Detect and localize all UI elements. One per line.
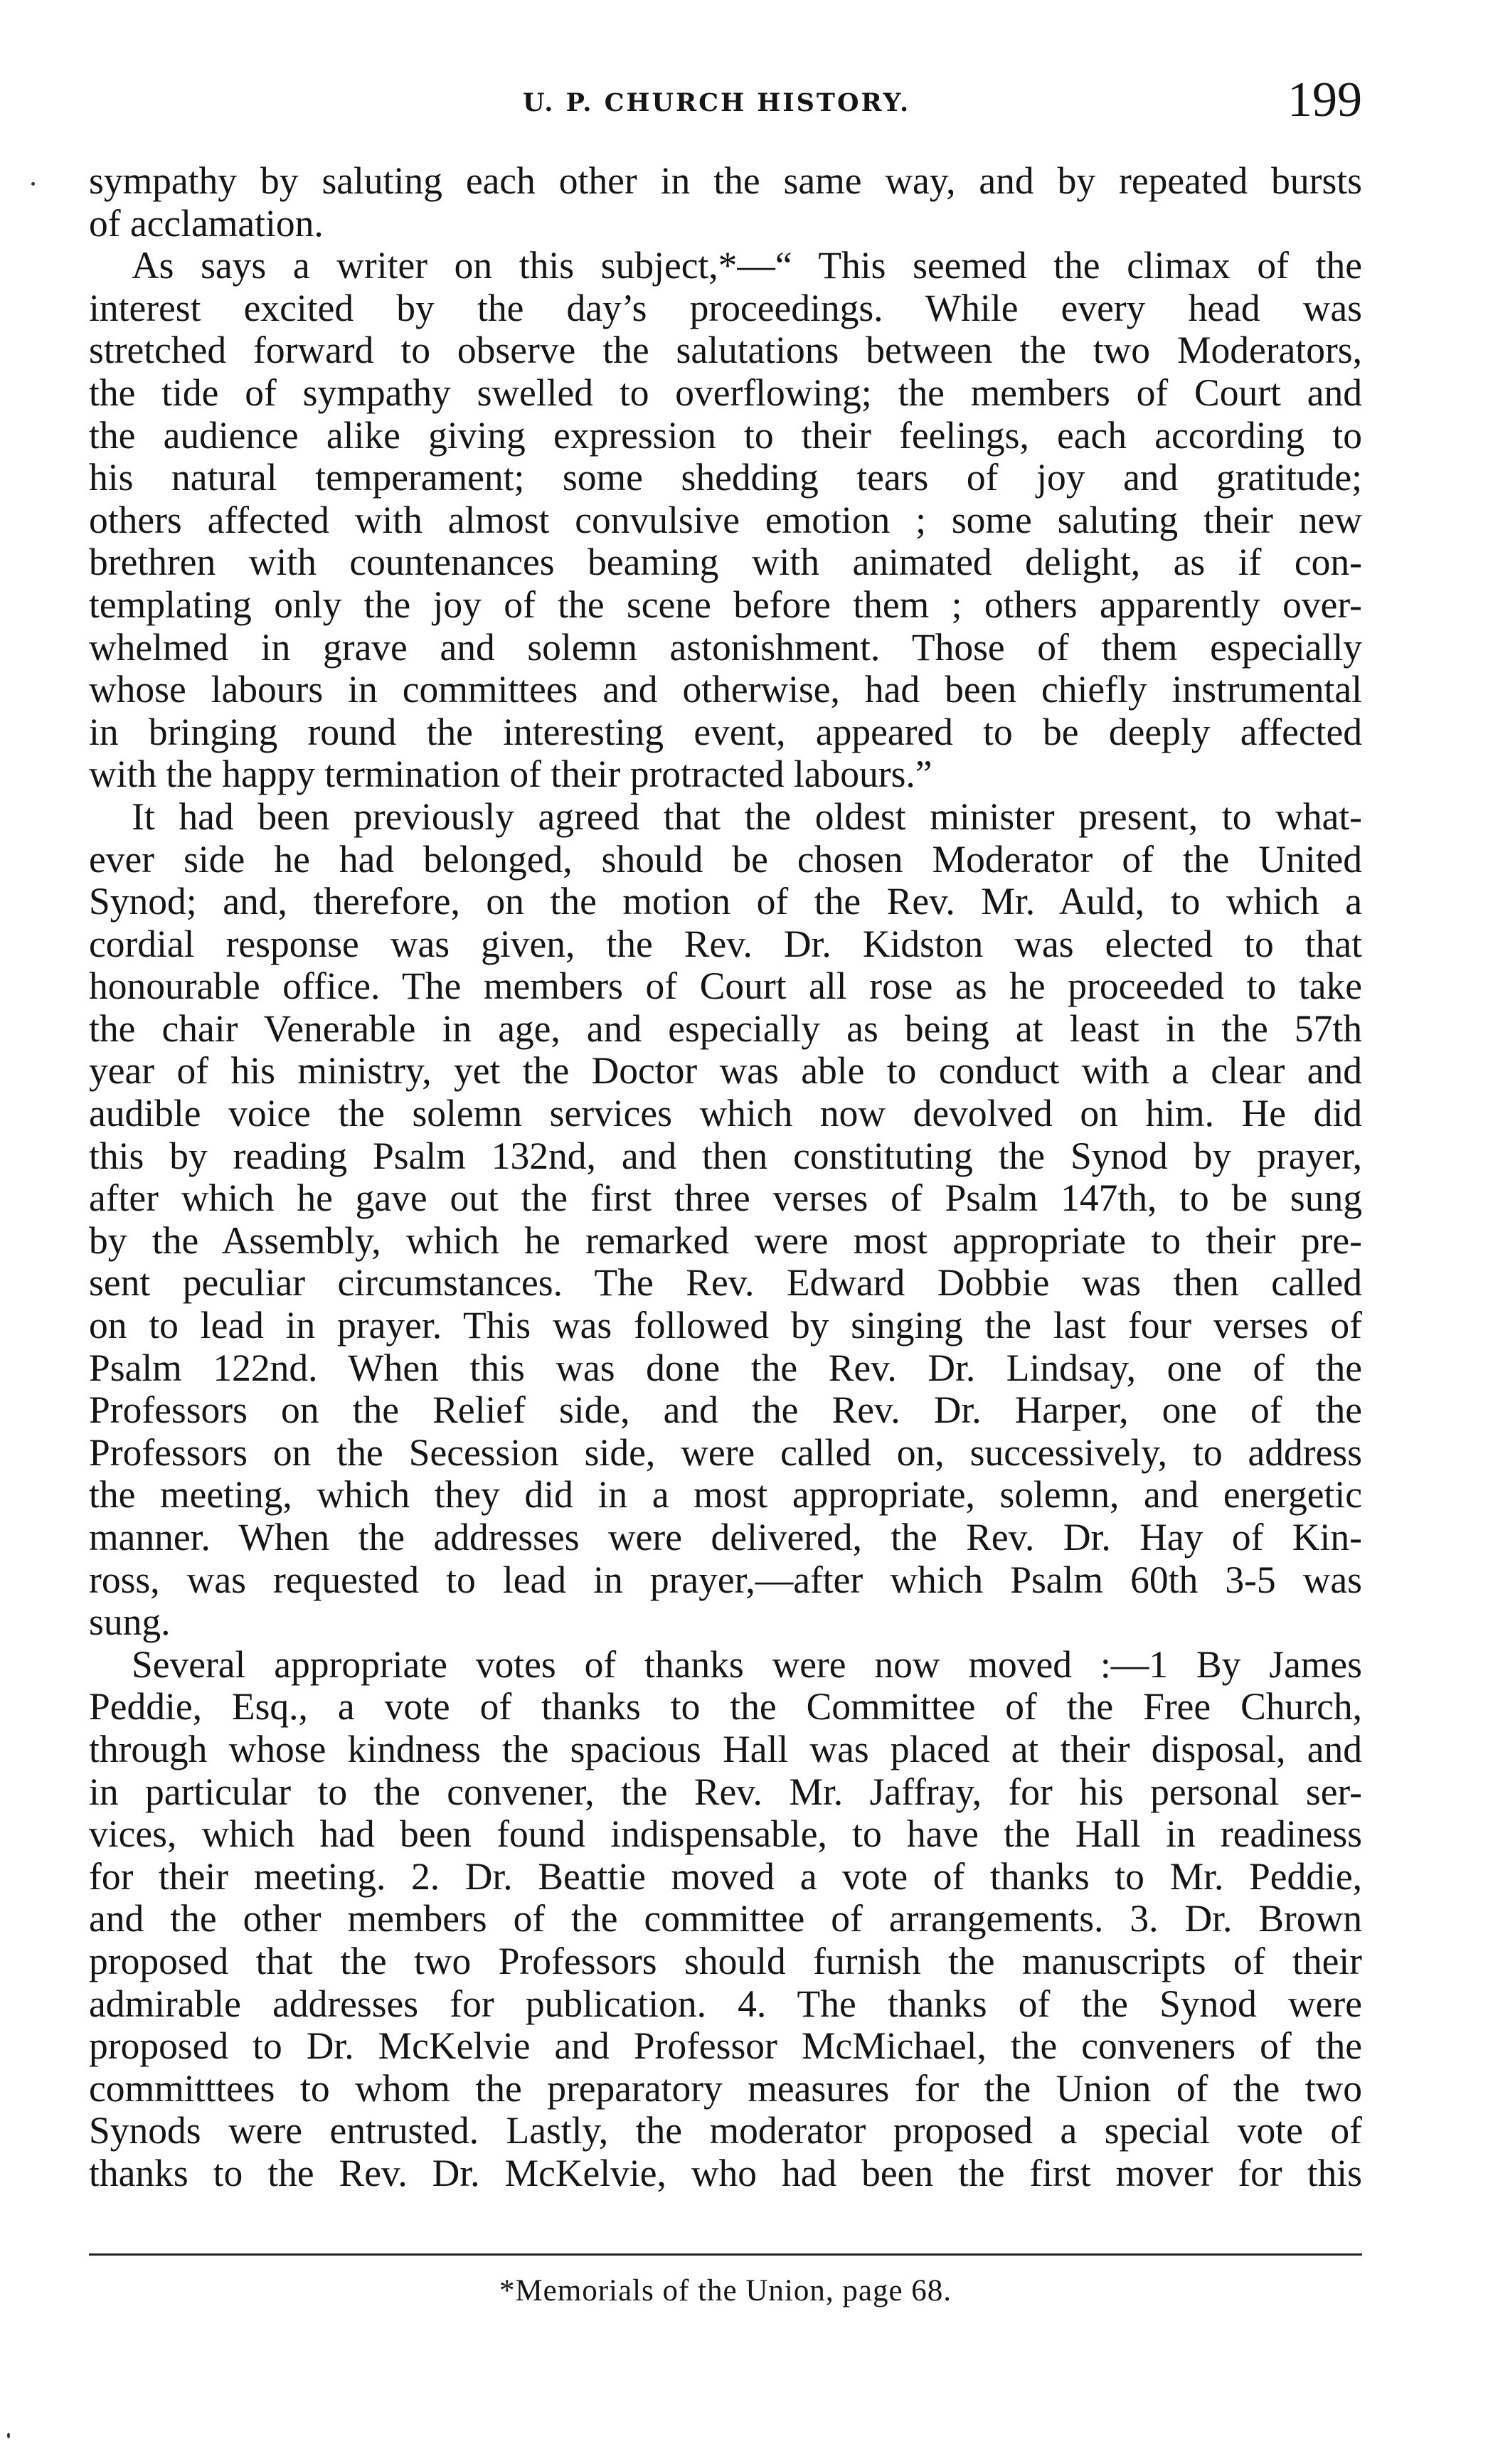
text-line: sent peculiar circumstances. The Rev. Edward Dobbie was then called (89, 1261, 1362, 1305)
text-line: with the happy termination of their protracted labours.” (89, 753, 932, 796)
text-line: admirable addresses for publication. 4. The thanks of the Synod were (89, 1982, 1362, 2025)
text-line: manner. When the addresses were delivered, the Rev. Dr. Hay of Kin- (89, 1516, 1362, 1558)
text-line: for their meeting. 2. Dr. Beattie moved a vote of thanks to Mr. Peddie, (89, 1854, 1362, 1898)
text-line: and the other members of the committee of arrangements. 3. Dr. Brown (89, 1897, 1362, 1940)
text-line: year of his ministry, yet the Doctor was able to conduct with a clear and (89, 1049, 1362, 1093)
text-line: Synods were entrusted. Lastly, the moderator proposed a special vote of (89, 2109, 1362, 2152)
text-line: others affected with almost convulsive emotion ; some saluting their new (89, 498, 1362, 541)
text-line: ross, was requested to lead in prayer,—after which Psalm 60th 3-5 was (89, 1558, 1362, 1601)
text-line: audible voice the solemn services which now devolved on him. He did (89, 1092, 1362, 1135)
text-line: the tide of sympathy swelled to overflowing; the members of Court and (89, 371, 1362, 414)
text-line: after which he gave out the first three verses of Psalm 147th, to be sung (89, 1177, 1362, 1220)
text-line: Peddie, Esq., a vote of thanks to the Committee of the Free Church, (89, 1685, 1362, 1728)
text-line: on to lead in prayer. This was followed by singing the last four verses of (89, 1304, 1362, 1347)
text-line: ever side he had belonged, should be chosen Moderator of the United (89, 837, 1362, 881)
text-line: Psalm 122nd. When this was done the Rev. Dr. Lindsay, one of the (89, 1346, 1362, 1389)
text-line: proposed that the two Professors should furnish the manuscripts of their (89, 1939, 1362, 1982)
text-line: whose labours in committees and otherwise, had been chiefly instrumental (89, 668, 1362, 711)
text-line: whelmed in grave and solemn astonishment. Those of them especially (89, 625, 1362, 669)
text-line: It had been previously agreed that the oldest minister present, to what- (132, 795, 1362, 838)
text-line: Synod; and, therefore, on the motion of the Rev. Mr. Auld, to which a (89, 880, 1362, 923)
text-line: Several appropriate votes of thanks were now moved :—1 By James (132, 1642, 1362, 1686)
text-line: his natural temperament; some shedding tears of joy and gratitude; (89, 456, 1362, 499)
scan-speck (7, 2433, 10, 2438)
text-line: the chair Venerable in age, and especially as being at least in the 57th (89, 1007, 1362, 1050)
body-text (89, 160, 1362, 2195)
text-line: interest excited by the day’s proceedings. While every head was (89, 286, 1362, 329)
running-title: U. P. CHURCH HISTORY. (523, 88, 911, 117)
text-line: thanks to the Rev. Dr. McKelvie, who had been the first mover for this (89, 2151, 1362, 2194)
text-line: the meeting, which they did in a most appropriate, solemn, and energetic (89, 1473, 1362, 1517)
text-line: brethren with countenances beaming with animated delight, as if con- (89, 541, 1362, 584)
page-number: 199 (1287, 73, 1362, 127)
text-line: stretched forward to observe the salutations between the two Moderators, (89, 329, 1362, 372)
text-line: sympathy by saluting each other in the same way, and by repeated bursts (89, 159, 1362, 202)
text-line: the audience alike giving expression to their feelings, each according to (89, 413, 1362, 457)
text-line: committtees to whom the preparatory measures for the Union of the two (89, 2066, 1362, 2110)
text-line: honourable office. The members of Court all rose as he proceeded to take (89, 965, 1362, 1008)
text-line: Professors on the Relief side, and the Rev. Dr. Harper, one of the (89, 1388, 1362, 1432)
text-line: in bringing round the interesting event, appeared to be deeply affected (89, 710, 1362, 753)
footnote: *Memorials of the Union, page 68. (499, 2274, 952, 2308)
text-line: through whose kindness the spacious Hall was placed at their disposal, and (89, 1727, 1362, 1770)
text-line: sung. (89, 1600, 171, 1644)
scan-speck (31, 182, 35, 186)
text-line: templating only the joy of the scene before them ; others apparently over- (89, 583, 1362, 626)
text-line: this by reading Psalm 132nd, and then constituting the Synod by prayer, (89, 1134, 1362, 1177)
text-line: As says a writer on this subject,*—“ This seemed the climax of the (132, 244, 1362, 287)
running-head (89, 75, 1362, 132)
text-line: by the Assembly, which he remarked were most appropriate to their pre- (89, 1218, 1362, 1262)
text-line: cordial response was given, the Rev. Dr. Kidston was elected to that (89, 922, 1362, 965)
text-line: Professors on the Secession side, were called on, successively, to address (89, 1430, 1362, 1474)
footnote-rule (89, 2253, 1362, 2256)
text-line: of acclamation. (89, 201, 324, 245)
text-line: vices, which had been found indispensable, to have the Hall in readiness (89, 1812, 1362, 1856)
text-line: proposed to Dr. McKelvie and Professor McMichael, the conveners of the (89, 2024, 1362, 2068)
text-line: in particular to the convener, the Rev. Mr. Jaffray, for his personal ser- (89, 1770, 1362, 1813)
